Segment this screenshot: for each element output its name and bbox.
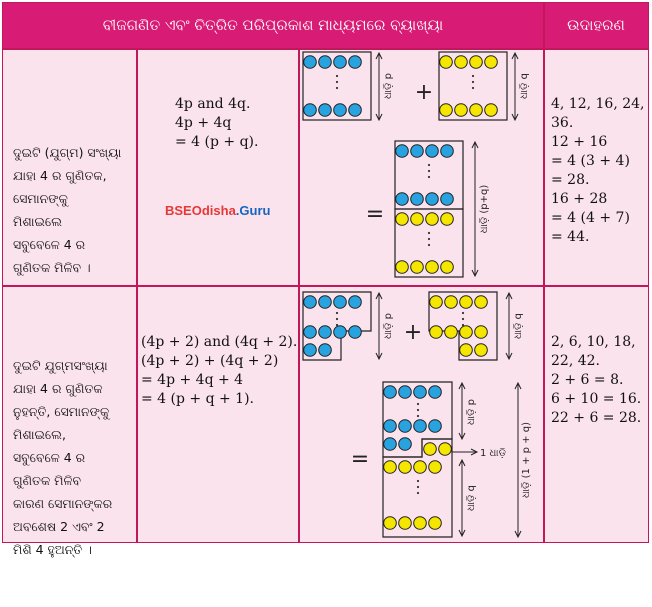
ellipsis-dot [417, 403, 419, 405]
dot [424, 443, 437, 456]
dot [426, 193, 439, 206]
dot [411, 213, 424, 226]
dot [384, 461, 397, 474]
label-rows-p: ଧାଡ଼ି p [383, 73, 394, 99]
dot [334, 296, 347, 309]
ellipsis-dot [336, 318, 338, 320]
dot [399, 386, 412, 399]
ellipsis-dot [428, 170, 430, 172]
dot [411, 145, 424, 158]
ellipsis-dot [417, 486, 419, 488]
plus-sign: + [403, 320, 423, 345]
watermark-logo: BSEOdisha.Guru [165, 203, 271, 218]
ellipsis-dot [336, 75, 338, 77]
label-rows-p-plus-q: ଧାଡ଼ି (p+q) [479, 184, 490, 234]
label-rows-q: ଧାଡ଼ି q [466, 485, 477, 511]
dot [384, 438, 397, 451]
label-rows-q: ଧାଡ଼ି q [513, 313, 524, 339]
dot [414, 420, 427, 433]
row2-algebra: (4p + 2) and (4q + 2). (4p + 2) + (4q + 2) = 4p + 4q + 4 = 4 (p + q + 1). [141, 334, 298, 407]
row1-examples: 4, 12, 16, 24, 36. 12 + 16 = 4 (3 + 4) = 28. 16 + 28 = 4 (4 + 7) = 44. [551, 96, 645, 245]
dot [440, 56, 453, 69]
dot [445, 296, 458, 309]
dot [460, 296, 473, 309]
row1-statement: ଦୁଇଟି (ଯୁଗ୍ମ) ସଂଖ୍ୟା ଯାହା 4 ର ଗୁଣିତକ, ସେମାନଙ୍କୁ ମିଶାଇଲେ ସବୁବେଳେ 4 ର ଗୁଣିତକ ମିଳିବ । [13, 145, 122, 275]
dot [441, 213, 454, 226]
dot [384, 517, 397, 530]
dot [334, 56, 347, 69]
ellipsis-dot [417, 415, 419, 417]
ellipsis-dot [472, 81, 474, 83]
dot [414, 461, 427, 474]
row2-statement: ଦୁଇଟି ଯୁଗ୍ମସଂଖ୍ୟା ଯାହା 4 ର ଗୁଣିତକ ନୁହନ୍ତି, ସେମାନଙ୍କୁ ମିଶାଇଲେ, ସବୁବେଳେ 4 ର ଗୁଣିତକ ମିଳିବ କାରଣ ସେମାନଙ୍କର ଅବଶେଷ 2 ଏବଂ 2 ମିଶି 4 ହୁଅନ୍ତି । [13, 358, 113, 557]
dot [396, 213, 409, 226]
ellipsis-dot [336, 312, 338, 314]
equals-sign: = [350, 447, 370, 472]
dot [411, 193, 424, 206]
dot [426, 261, 439, 274]
ellipsis-dot [417, 480, 419, 482]
dot [441, 193, 454, 206]
dot [349, 296, 362, 309]
dot [319, 344, 332, 357]
dot [384, 420, 397, 433]
dot [349, 104, 362, 117]
dot [429, 386, 442, 399]
dot [399, 517, 412, 530]
dot [455, 56, 468, 69]
label-rows-sum: ଧାଡ଼ି (1 + p + q) [521, 422, 532, 498]
ellipsis-dot [428, 176, 430, 178]
ellipsis-dot [336, 81, 338, 83]
dot-diagrams [3, 3, 648, 542]
dot [429, 461, 442, 474]
dot [396, 193, 409, 206]
ellipsis-dot [428, 244, 430, 246]
ellipsis-dot [417, 409, 419, 411]
label-one-row: 1 ଧାଡ଼ି [480, 448, 507, 459]
dot [460, 326, 473, 339]
plus-sign: + [414, 80, 434, 105]
dot [485, 56, 498, 69]
dot [319, 326, 332, 339]
dot [304, 56, 317, 69]
dot [429, 420, 442, 433]
dot [349, 326, 362, 339]
dot [441, 145, 454, 158]
dot [396, 145, 409, 158]
dot [440, 104, 453, 117]
ellipsis-dot [336, 87, 338, 89]
dot [475, 344, 488, 357]
dot [396, 261, 409, 274]
header-examples: ଉଦାହରଣ [567, 16, 625, 34]
dot [439, 443, 452, 456]
dot [304, 104, 317, 117]
row2-examples: 2, 6, 10, 18, 22, 42. 2 + 6 = 8. 6 + 10 = 16. 22 + 6 = 28. [551, 334, 642, 426]
equals-sign: = [365, 202, 385, 227]
dot [429, 517, 442, 530]
ellipsis-dot [472, 87, 474, 89]
dot [430, 296, 443, 309]
dot [445, 326, 458, 339]
dot [399, 420, 412, 433]
dot [414, 386, 427, 399]
dot [349, 56, 362, 69]
dot [384, 386, 397, 399]
dot [319, 104, 332, 117]
explanation-table [2, 2, 649, 557]
ellipsis-dot [428, 232, 430, 234]
dot [485, 104, 498, 117]
dot [426, 213, 439, 226]
dot [455, 104, 468, 117]
dot [304, 344, 317, 357]
dot [441, 261, 454, 274]
label-rows-p: ଧାଡ଼ି p [383, 313, 394, 339]
ellipsis-dot [428, 164, 430, 166]
dot [475, 296, 488, 309]
dot [319, 56, 332, 69]
dot [319, 296, 332, 309]
label-rows-p: ଧାଡ଼ି p [466, 399, 477, 425]
dot [334, 104, 347, 117]
dot [475, 326, 488, 339]
row1-algebra: 4p and 4q. 4p + 4q = 4 (p + q). [175, 96, 259, 150]
label-rows-q: ଧାଡ଼ି q [519, 73, 530, 99]
header-explanation: ବୀଜଗଣିତ ଏବଂ ଚିତ୍ରିତ ପରିପ୍ରକାଶ ମାଧ୍ୟମରେ ବ୍ୟାଖ୍ୟା [102, 16, 444, 34]
ellipsis-dot [472, 75, 474, 77]
dot [414, 517, 427, 530]
dot [411, 261, 424, 274]
dot [460, 344, 473, 357]
ellipsis-dot [462, 312, 464, 314]
dot [399, 461, 412, 474]
ellipsis-dot [417, 492, 419, 494]
ellipsis-dot [462, 318, 464, 320]
dot [470, 104, 483, 117]
dot [304, 296, 317, 309]
dot [304, 326, 317, 339]
dot [430, 326, 443, 339]
dot [470, 56, 483, 69]
ellipsis-dot [428, 238, 430, 240]
dot [334, 326, 347, 339]
dot [399, 438, 412, 451]
dot [426, 145, 439, 158]
